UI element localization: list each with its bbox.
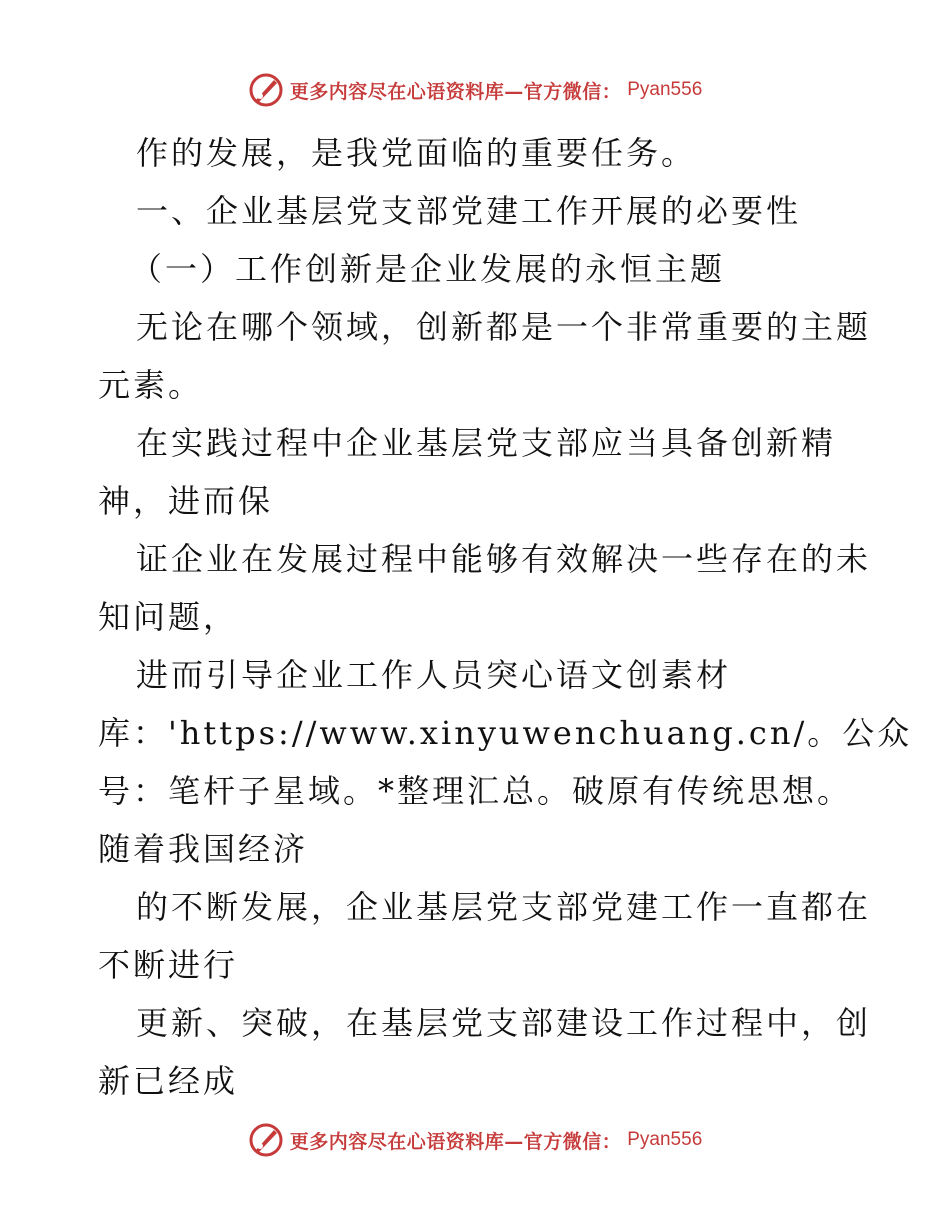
text-line: 知问题，	[98, 598, 239, 636]
quill-pen-logo-icon	[248, 1122, 284, 1158]
section-heading: 一、企业基层党支部党建工作开展的必要性	[136, 192, 802, 230]
text-line: 元素。	[98, 366, 204, 404]
text-line: 号：笔杆子星域。*整理汇总。破原有传统思想。	[98, 772, 853, 810]
subsection-heading: （一）工作创新是企业发展的永恒主题	[130, 250, 726, 288]
watermark-text: 更多内容尽在心语资料库—官方微信：	[289, 1130, 622, 1153]
watermark-text: 更多内容尽在心语资料库—官方微信：	[289, 80, 622, 103]
header-watermark	[0, 70, 950, 110]
text-line: 进而引导企业工作人员突心语文创素材	[136, 656, 732, 694]
text-line: 随着我国经济	[98, 830, 309, 868]
text-line: 的不断发展，企业基层党支部党建工作一直都在	[136, 888, 872, 926]
text-line: 神，进而保	[98, 482, 274, 520]
text-line: 库：'https://www.xinyuwenchuang.cn/。公众	[98, 714, 913, 752]
watermark-wechat-id: Pyan556	[627, 1129, 703, 1150]
text-line: 无论在哪个领域，创新都是一个非常重要的主题	[136, 308, 872, 346]
text-line: 作的发展，是我党面临的重要任务。	[136, 134, 697, 172]
quill-pen-logo-icon	[248, 72, 284, 108]
text-line: 证企业在发展过程中能够有效解决一些存在的未	[136, 540, 872, 578]
text-line: 新已经成	[98, 1062, 239, 1100]
watermark-wechat-id: Pyan556	[627, 79, 703, 100]
document-body	[98, 124, 913, 1110]
text-line: 在实践过程中企业基层党支部应当具备创新精	[136, 424, 837, 462]
text-line: 更新、突破，在基层党支部建设工作过程中，创	[136, 1004, 872, 1042]
footer-watermark	[0, 1120, 950, 1160]
text-line: 不断进行	[98, 946, 239, 984]
